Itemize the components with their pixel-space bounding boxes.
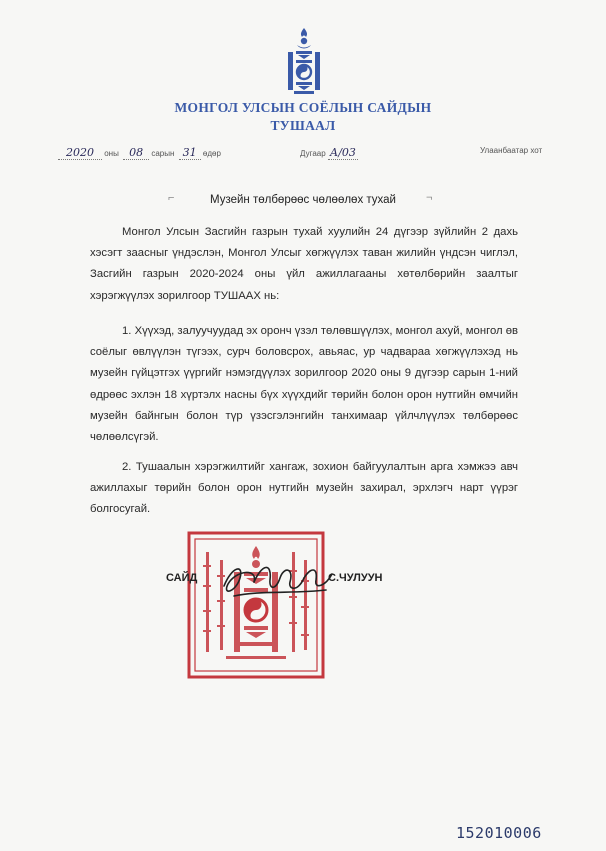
soyombo-emblem-icon bbox=[284, 26, 324, 102]
date-year: 2020 bbox=[58, 146, 102, 160]
number-value: А/03 bbox=[329, 146, 356, 159]
date-line bbox=[58, 146, 221, 160]
intro-paragraph bbox=[90, 222, 518, 307]
intro-text: Монгол Улсын Засгийн газрын тухай хуулийн 24 дүгээр зүйлийн 2 дахь хэсэгт заасныг үндэслэн, Монгол Улсыг хөгжүүлэх таван жилийн үндсэн чиглэл, Засгийн газрын 2020-2024 оны үйл ажиллагааны хөтөлбөрийн заалтыг хэрэгжүүлэх зорилгоор ТУШААХ нь: bbox=[90, 226, 518, 302]
subject-title: Музейн төлбөрөөс чөлөөлөх тухай bbox=[210, 194, 396, 206]
city-label: Улаанбаатар хот bbox=[480, 146, 543, 155]
ministry-name: МОНГОЛ УЛСЫН СОЁЛЫН САЙДЫН bbox=[174, 100, 432, 115]
subject-bracket-left-icon: ⌐ bbox=[168, 192, 175, 204]
handwritten-signature bbox=[214, 556, 344, 606]
day-suffix: өдөр bbox=[202, 149, 221, 158]
date-month: 08 bbox=[123, 146, 149, 160]
month-suffix: сарын bbox=[151, 149, 175, 158]
number-line bbox=[300, 146, 358, 160]
year-suffix: оны bbox=[104, 149, 119, 158]
subject-bracket-right-icon: ¬ bbox=[426, 192, 433, 204]
document-type: ТУШААЛ bbox=[270, 118, 336, 133]
item-2-text: 2. Тушаалын хэрэгжилтийг хангаж, зохион байгуулалтын арга хэмжээ авч ажиллахыг төрийн болон орон нутгийн музейн захирал, эрхлэгч нарт үүрэг болгосугай. bbox=[90, 461, 518, 516]
signer-title: САЙД bbox=[166, 572, 198, 584]
signer-name: С.ЧУЛУУН bbox=[328, 572, 383, 584]
item-2-paragraph bbox=[90, 457, 518, 521]
date-day: 31 bbox=[179, 146, 201, 160]
serial-number: 152010006 bbox=[456, 824, 542, 842]
number-label: Дугаар bbox=[300, 149, 326, 158]
item-1-text: 1. Хүүхэд, залуучуудад эх оронч үзэл төлөвшүүлэх, монгол ахуй, монгол өв соёлыг өвлүүлэн түгээх, сурч боловсрох, авьяас, ур чадвараа хөгжүүлэхэд нь музейн гүйцэтгэх үүргийг нэмэгдүүлэх зорилгоор 2020 оны 9 дүгээр сарын 1-ний өдрөөс эхлэн 18 хүртэлх насны бүх хүүхдийг төрийн болон орон нутгийн өмчийн музейн байнгын болон түр үзэсгэлэнгийн танхимаар үйлчлүүлэх төлбөрөөс чөлөөлсүгэй. bbox=[90, 325, 518, 444]
item-1-paragraph bbox=[90, 321, 518, 448]
